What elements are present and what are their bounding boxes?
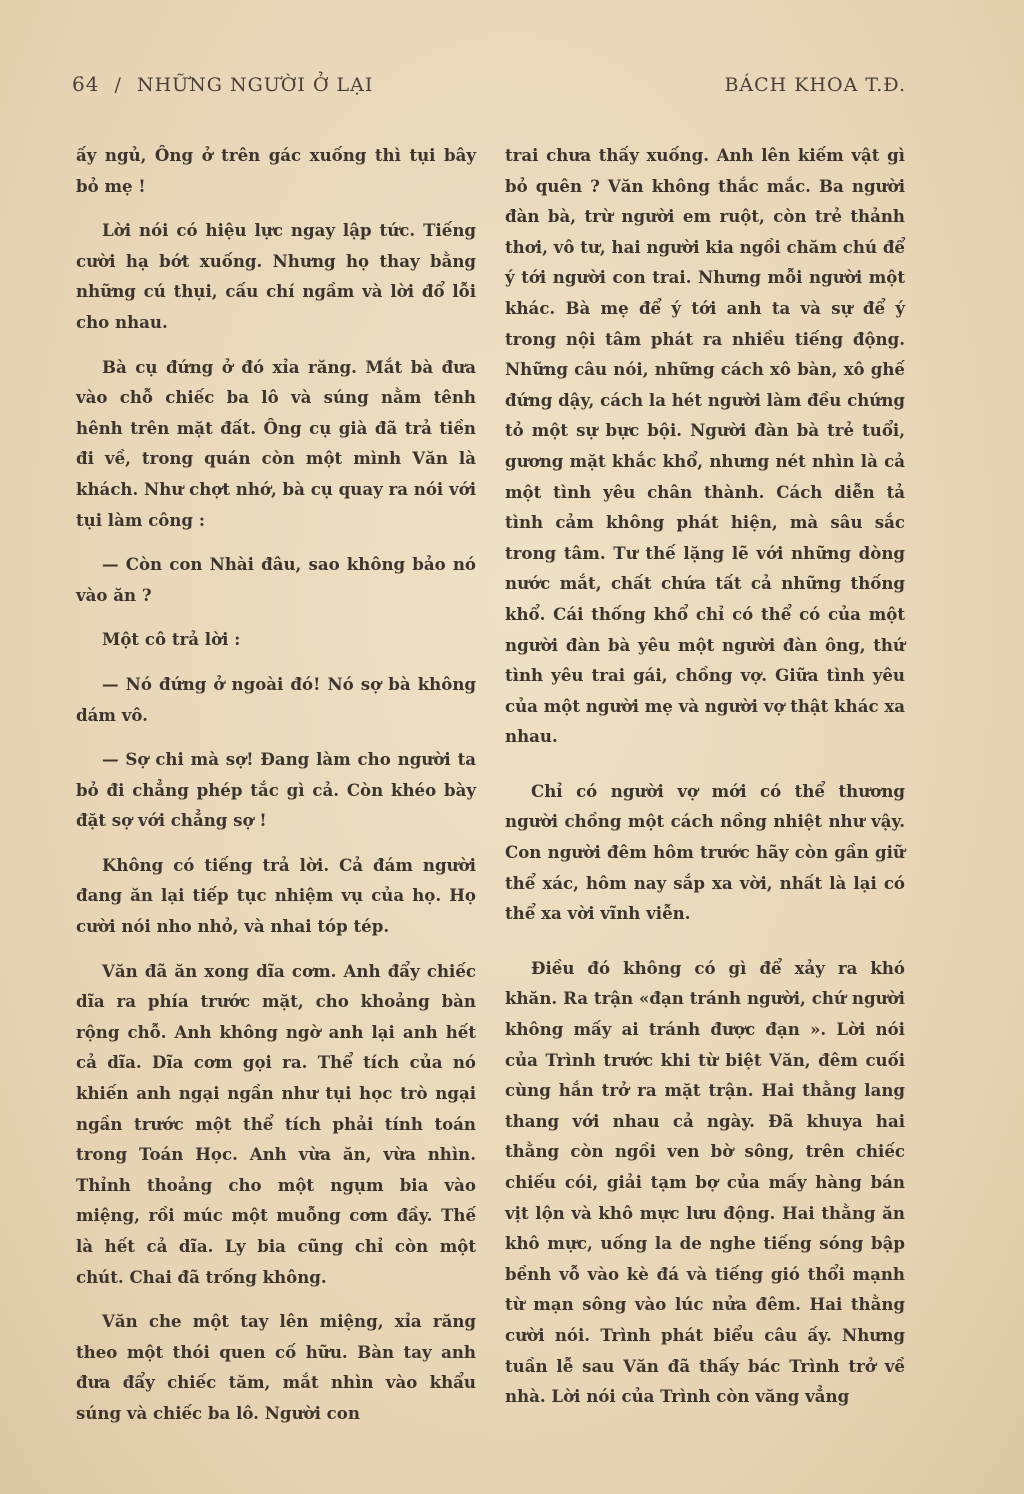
left-column	[76, 140, 476, 1443]
paragraph: — Sợ chi mà sợ! Đang làm cho người ta bỏ đi chẳng phép tắc gì cả. Còn khéo bày đặt sợ với chẳng sợ !	[76, 749, 476, 831]
right-column	[505, 140, 905, 1426]
paragraph: — Còn con Nhài đâu, sao không bảo nó vào ăn ?	[76, 554, 476, 605]
paragraph: trai chưa thấy xuống. Anh lên kiếm vật gì bỏ quên ? Văn không thắc mắc. Ba người đàn bà, trừ người em ruột, còn trẻ thảnh thơi, vô tư, hai người kia ngồi chăm chú để ý tới người con trai. Nhưng mỗi người một khác. Bà mẹ để ý tới anh ta và sự để ý trong nội tâm phát ra nhiều tiếng động. Những câu nói, những cách xô bàn, xô ghế đứng dậy, cách la hét người làm đều chứng tỏ một sự bực bội. Người đàn bà trẻ tuổi, gương mặt khắc khổ, nhưng nét nhìn là cả một tình yêu chân thành. Cách diễn tả tình cảm không phát hiện, mà sâu sắc trong tâm. Tư thế lặng lẽ với những dòng nước mắt, chất chứa tất cả những thống khổ. Cái thống khổ chỉ có thể có của một người đàn bà yêu một người đàn ông, thứ tình yêu trai gái, chồng vợ. Giữa tình yêu của một người mẹ và người vợ thật khác xa nhau.	[505, 145, 905, 747]
publication-name: BÁCH KHOA T.Đ.	[724, 74, 906, 96]
page-number: 64	[72, 72, 100, 96]
header-separator: /	[114, 74, 122, 96]
paragraph: Điều đó không có gì để xảy ra khó khăn. Ra trận «đạn tránh người, chứ người không mấy ai tránh được đạn ». Lời nói của Trình trước khi từ biệt Văn, đêm cuối cùng hắn trở ra mặt trận. Hai thằng lang thang với nhau cả ngày. Đã khuya hai thằng còn ngồi ven bờ sông, trên chiếc chiếu cói, giải tạm bợ của mấy hàng bán vịt lộn và khô mực lưu động. Hai thằng ăn khô mực, uống la de nghe tiếng sóng bập bềnh vỗ vào kè đá và tiếng gió thổi mạnh từ mạn sông vào lúc nửa đêm. Hai thằng cười nói. Trình phát biểu câu ấy. Nhưng tuần lễ sau Văn đã thấy bác Trình trở về nhà. Lời nói của Trình còn văng vẳng	[505, 957, 905, 1407]
paragraph: ấy ngủ, Ông ở trên gác xuống thì tụi bây bỏ mẹ !	[76, 145, 476, 196]
paragraph: — Nó đứng ở ngoài đó! Nó sợ bà không dám vô.	[76, 673, 476, 725]
paragraph: Bà cụ đứng ở đó xỉa răng. Mắt bà đưa vào chỗ chiếc ba lô và súng nằm tênh hênh trên mặt đất. Ông cụ già đã trả tiền đi về, trong quán còn một mình Văn là khách. Như chợt nhớ, bà cụ quay ra nói với tụi làm công :	[76, 356, 476, 530]
running-header	[72, 72, 906, 96]
paragraph: Văn đã ăn xong dĩa cơm. Anh đẩy chiếc dĩa ra phía trước mặt, cho khoảng bàn rộng chỗ. Anh không ngờ anh lại anh hết cả dĩa. Dĩa cơm gọi ra. Thể tích của nó khiến anh ngại ngần như tụi học trò ngại ngần trước một thể tích phải tính toán trong Toán Học. Anh vừa ăn, vừa nhìn. Thỉnh thoảng cho một ngụm bia vào miệng, rồi múc một muỗng cơm đầy. Thế là hết cả dĩa. Ly bia cũng chỉ còn một chút. Chai đã trống không.	[76, 960, 476, 1287]
paragraph: Không có tiếng trả lời. Cả đám người đang ăn lại tiếp tục nhiệm vụ của họ. Họ cười nói nho nhỏ, và nhai tóp tép.	[76, 854, 476, 937]
paragraph: Văn che một tay lên miệng, xỉa răng theo một thói quen cố hữu. Bàn tay anh đưa đẩy chiếc tăm, mắt nhìn vào khẩu súng và chiếc ba lô. Người con	[76, 1311, 476, 1423]
paragraph: Lời nói có hiệu lực ngay lập tức. Tiếng cười hạ bớt xuống. Nhưng họ thay bằng những cú thụi, cấu chí ngầm và lời đổ lỗi cho nhau.	[76, 220, 476, 332]
running-title: NHỮNG NGƯỜI Ở LẠI	[136, 74, 374, 96]
header-left	[72, 72, 381, 96]
paragraph: Một cô trả lời :	[102, 629, 241, 650]
paragraph: Chỉ có người vợ mới có thể thương người chồng một cách nồng nhiệt như vậy. Con người đêm hôm trước hãy còn gần giữ thể xác, hôm nay sắp xa vời, nhất là lại có thể xa vời vĩnh viễn.	[505, 780, 905, 924]
